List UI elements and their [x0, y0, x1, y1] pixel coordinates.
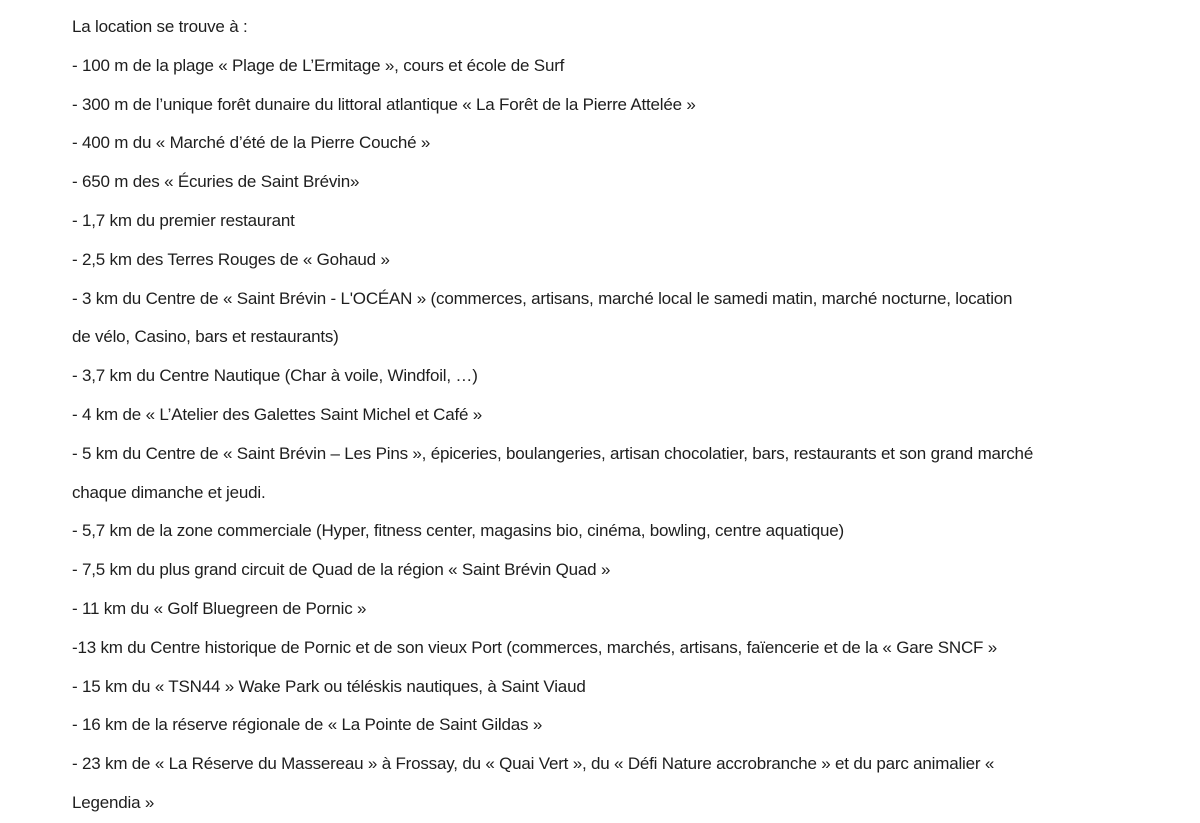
- list-item: -13 km du Centre historique de Pornic et de son vieux Port (commerces, marchés, artisans, faïencerie et de la « Gare SNCF »: [72, 637, 997, 657]
- list-item: - 23 km de « La Réserve du Massereau » à Frossay, du « Quai Vert », du « Défi Nature accrobranche » et du parc animalier «: [72, 754, 995, 774]
- list-item: - 5 km du Centre de « Saint Brévin – Les Pins », épiceries, boulangeries, artisan chocolatier, bars, restaurants et son grand marché: [72, 443, 1034, 463]
- list-item-continuation: chaque dimanche et jeudi.: [72, 482, 266, 502]
- list-item: - 3,7 km du Centre Nautique (Char à voile, Windfoil, …): [72, 366, 478, 386]
- list-item: - 4 km de « L’Atelier des Galettes Saint Michel et Café »: [72, 404, 483, 424]
- list-item: - 15 km du « TSN44 » Wake Park ou téléskis nautiques, à Saint Viaud: [72, 676, 586, 696]
- intro-text: La location se trouve à :: [72, 17, 248, 36]
- list-item: - 300 m de l’unique forêt dunaire du littoral atlantique « La Forêt de la Pierre Attelée »: [72, 94, 696, 114]
- list-item: - 5,7 km de la zone commerciale (Hyper, fitness center, magasins bio, cinéma, bowling, centre aquatique): [72, 521, 844, 541]
- list-item: - 100 m de la plage « Plage de L’Ermitage », cours et école de Surf: [72, 55, 565, 75]
- list-item: - 3 km du Centre de « Saint Brévin - L'OCÉAN » (commerces, artisans, marché local le samedi matin, marché nocturne, location: [72, 288, 1013, 308]
- list-item: - 650 m des « Écuries de Saint Brévin»: [72, 172, 360, 192]
- list-item: - 1,7 km du premier restaurant: [72, 210, 295, 230]
- list-item: - 7,5 km du plus grand circuit de Quad de la région « Saint Brévin Quad »: [72, 560, 611, 580]
- list-item: - 2,5 km des Terres Rouges de « Gohaud »: [72, 249, 390, 269]
- list-item: - 400 m du « Marché d’été de la Pierre Couché »: [72, 133, 431, 153]
- list-item: - 16 km de la réserve régionale de « La Pointe de Saint Gildas »: [72, 715, 543, 735]
- list-item-continuation: Legendia »: [72, 792, 155, 812]
- list-item: - 11 km du « Golf Bluegreen de Pornic »: [72, 598, 367, 618]
- list-item-continuation: de vélo, Casino, bars et restaurants): [72, 327, 339, 347]
- document-body: [72, 8, 1172, 823]
